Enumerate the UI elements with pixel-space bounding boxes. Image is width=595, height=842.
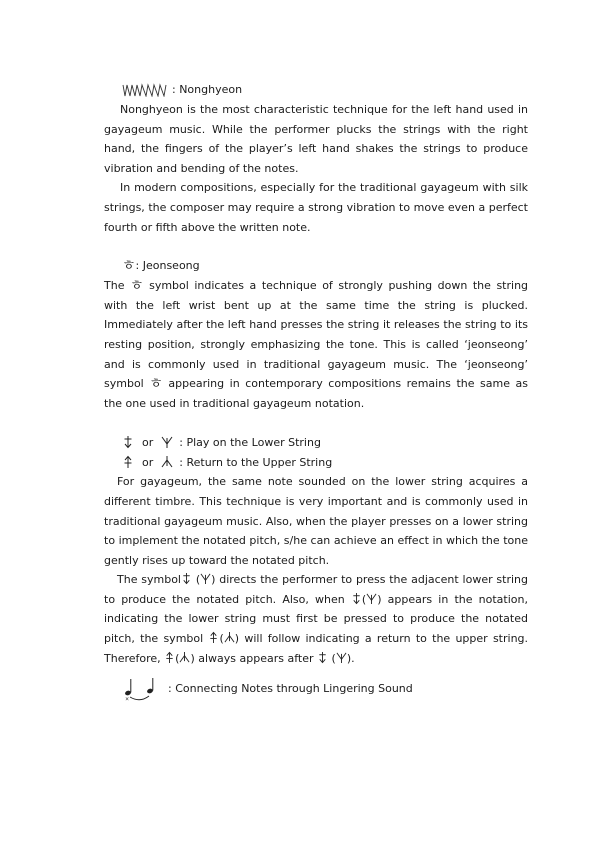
down-arrow-bar-icon — [351, 592, 362, 605]
down-arrow-bar-icon — [317, 651, 328, 664]
svg-text:×: × — [125, 696, 130, 702]
text-run: will follow indicating a return to the upper string. Therefore, — [104, 632, 529, 665]
paren: ) — [346, 651, 352, 665]
up-arrow-bar-icon — [208, 631, 219, 644]
jeonseong-symbol-icon: ㅎ — [130, 278, 144, 295]
nonghyeon-paragraph-2: In modern compositions, especially for the traditional gayageum with silk strings, the composer may require a strong vibration to move even a perfect fourth or fifth above the written note. — [104, 181, 528, 234]
down-arrow-v-icon — [336, 651, 347, 664]
connecting-notes-heading — [122, 674, 528, 704]
connecting-notes-label: : Connecting Notes through Lingering Sound — [168, 682, 413, 696]
up-arrow-v-icon — [161, 455, 173, 469]
document-page — [104, 80, 528, 704]
lower-string-heading — [122, 432, 528, 452]
strings-paragraph-2 — [104, 570, 528, 668]
jeonseong-symbol-icon: ㅎ — [122, 258, 136, 275]
text-run: always appears after — [198, 651, 314, 665]
paren: ) — [211, 573, 216, 587]
wave-vibrato-icon — [122, 83, 168, 97]
jeonseong-paragraph — [104, 276, 528, 413]
or-text: or — [142, 435, 154, 449]
paren: ) — [377, 592, 382, 606]
down-arrow-v-icon — [366, 592, 377, 605]
text-run: The symbol — [117, 573, 181, 587]
paren: ) — [234, 632, 240, 646]
upper-string-label: : Return to the Upper String — [179, 455, 333, 469]
lower-string-label: : Play on the Lower String — [179, 435, 321, 449]
up-arrow-v-icon — [224, 631, 235, 644]
upper-string-heading — [122, 452, 528, 472]
nonghyeon-paragraph-1: Nonghyeon is the most characteristic technique for the left hand used in gayageum music. While the performer plucks the strings with the right hand, the fingers of the player’s left hand shakes the strings to produce vibration and bending of the notes. — [104, 103, 528, 175]
down-arrow-bar-icon — [122, 435, 134, 449]
text-run: appears in the notation, indicating the lower string must first be pressed to produce the notated pitch, the symbol — [104, 592, 528, 646]
nonghyeon-label: : Nonghyeon — [172, 83, 243, 97]
text-run: The — [104, 279, 125, 293]
down-arrow-v-icon — [200, 572, 211, 585]
text-run: symbol indicates a technique of strongly pushing down the string with the left wrist bent up at the same time the string is plucked. Immediately after the left hand presses the string it releases the string to its resting position, strongly emphasizing the tone. This is called ‘jeonseong’ and is commonly used in traditional gayageum music. The ‘jeonseong’ symbol — [104, 279, 529, 391]
paren: ( — [195, 573, 201, 587]
connected-notes-icon — [122, 677, 162, 701]
strings-paragraph-1: For gayageum, the same note sounded on the lower string acquires a different timbre. This technique is very important and is commonly used in traditional gayageum music. Also, when the player presses on a lower string to implement the notated pitch, s/he can achieve an effect in which the tone gently rises up toward the notated pitch. — [104, 475, 528, 567]
up-arrow-v-icon — [179, 651, 190, 664]
text-run: directs the performer to press the adjacent lower string to produce the notated pitch. Also, when — [104, 573, 528, 606]
jeonseong-label: : Jeonseong — [135, 259, 200, 273]
text-run: . — [351, 651, 355, 665]
paren: ( — [331, 651, 336, 665]
down-arrow-v-icon — [161, 435, 173, 449]
down-arrow-bar-icon — [181, 572, 192, 585]
paren: ( — [361, 592, 367, 606]
jeonseong-heading — [122, 256, 528, 276]
up-arrow-bar-icon — [164, 651, 175, 664]
paren: ( — [219, 632, 224, 646]
text-run: appearing in contemporary compositions remains the same as the one used in traditional gayageum notation. — [104, 377, 529, 410]
jeonseong-symbol-icon: ㅎ — [149, 376, 163, 393]
paren: ) — [190, 651, 195, 665]
nonghyeon-heading — [122, 80, 528, 100]
or-text: or — [142, 455, 154, 469]
up-arrow-bar-icon — [122, 455, 134, 469]
paren: ( — [175, 651, 180, 665]
